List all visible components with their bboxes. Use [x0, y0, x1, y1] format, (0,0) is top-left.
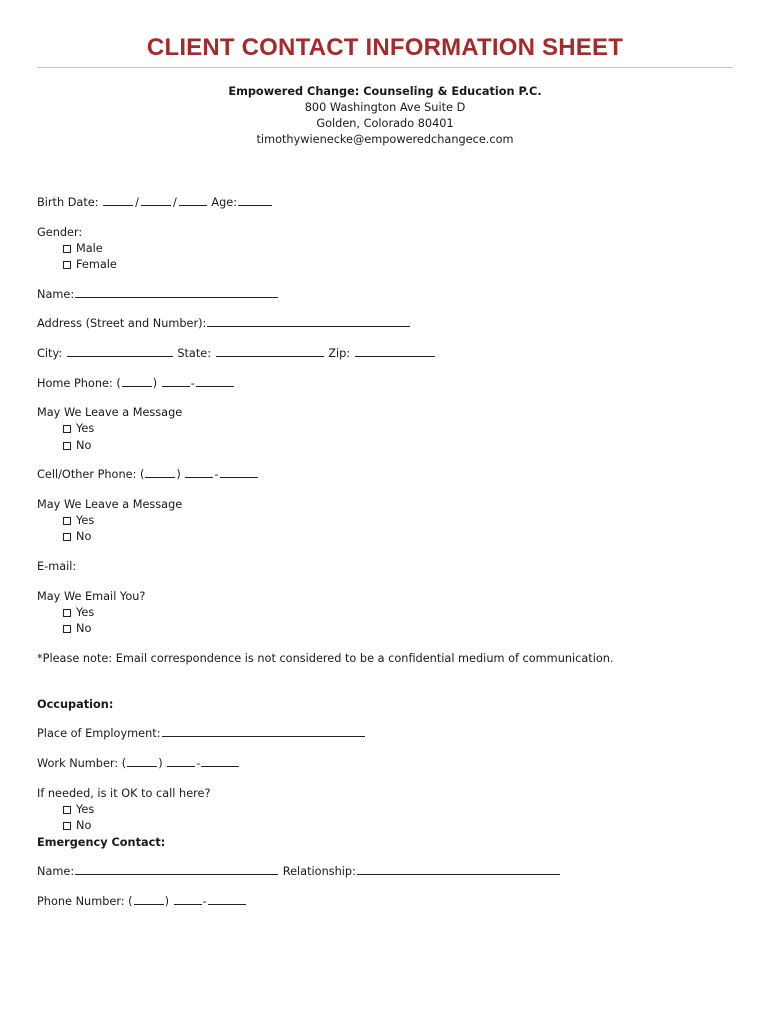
email-label: E-mail: — [37, 560, 77, 573]
occupation-heading: Occupation: — [37, 698, 114, 711]
home-area-code-field[interactable] — [122, 376, 152, 387]
home-prefix-field[interactable] — [162, 376, 190, 387]
paren-open: ( — [139, 468, 145, 481]
checkbox-icon[interactable] — [63, 822, 71, 830]
dash: - — [196, 757, 201, 770]
birth-year-field[interactable] — [179, 195, 207, 206]
paren-close: ) — [164, 895, 170, 908]
emergency-area-code-field[interactable] — [134, 894, 164, 905]
birth-date-label: Birth Date: — [37, 196, 99, 209]
gender-male-option[interactable] — [63, 241, 103, 257]
checkbox-icon[interactable] — [63, 533, 71, 541]
ok-to-call-label: If needed, is it OK to call here? — [37, 787, 211, 800]
paren-close: ) — [158, 757, 163, 770]
name-field[interactable] — [75, 287, 278, 298]
option-label: Yes — [76, 422, 95, 435]
birth-day-field[interactable] — [141, 195, 171, 206]
paren-open: ( — [121, 757, 127, 770]
checkbox-icon[interactable] — [63, 806, 71, 814]
date-separator: / — [172, 196, 177, 209]
checkbox-icon[interactable] — [63, 245, 71, 253]
work-number-row — [37, 756, 240, 772]
emergency-prefix-field[interactable] — [174, 894, 202, 905]
checkbox-icon[interactable] — [63, 425, 71, 433]
relationship-field[interactable] — [357, 864, 560, 875]
home-phone-row — [37, 376, 235, 392]
option-label: Male — [76, 242, 103, 255]
org-address-line1: 800 Washington Ave Suite D — [304, 101, 466, 114]
relationship-label: Relationship: — [282, 865, 356, 878]
work-area-code-field[interactable] — [127, 756, 157, 767]
page-title: CLIENT CONTACT INFORMATION SHEET — [146, 34, 624, 61]
email-no-option[interactable] — [63, 621, 91, 637]
emergency-name-field[interactable] — [75, 864, 278, 875]
age-label: Age: — [211, 196, 237, 209]
age-field[interactable] — [238, 195, 272, 206]
cell-area-code-field[interactable] — [145, 467, 175, 478]
cell-prefix-field[interactable] — [185, 467, 213, 478]
address-field[interactable] — [207, 316, 410, 327]
org-email: timothywienecke@empoweredchangece.com — [256, 133, 514, 146]
ok-call-no-option[interactable] — [63, 818, 91, 834]
checkbox-icon[interactable] — [63, 609, 71, 617]
checkbox-icon[interactable] — [63, 442, 71, 450]
state-field[interactable] — [216, 346, 324, 357]
emergency-line-field[interactable] — [208, 894, 246, 905]
title-divider — [37, 67, 733, 68]
checkbox-icon[interactable] — [63, 261, 71, 269]
address-label: Address (Street and Number): — [37, 317, 207, 330]
city-state-zip-row — [37, 346, 436, 362]
option-label: No — [76, 622, 92, 635]
state-label: State: — [177, 347, 212, 360]
phone-number-label: Phone Number: — [37, 895, 125, 908]
leave-message-label: May We Leave a Message — [37, 498, 183, 511]
work-prefix-field[interactable] — [167, 756, 195, 767]
emergency-phone-row — [37, 894, 247, 910]
name-row — [37, 287, 279, 303]
home-phone-label: Home Phone: — [37, 377, 113, 390]
paren-open: ( — [116, 377, 121, 390]
cell-phone-row — [37, 467, 259, 483]
org-address-line2: Golden, Colorado 80401 — [316, 117, 454, 130]
option-label: No — [76, 439, 92, 452]
option-label: No — [76, 819, 92, 832]
birth-month-field[interactable] — [103, 195, 133, 206]
ok-call-yes-option[interactable] — [63, 802, 94, 818]
option-label: Yes — [76, 606, 95, 619]
paren-open: ( — [128, 895, 133, 908]
option-label: Female — [76, 258, 117, 271]
checkbox-icon[interactable] — [63, 517, 71, 525]
dash: - — [202, 895, 207, 908]
cell-message-no-option[interactable] — [63, 529, 91, 545]
cell-message-yes-option[interactable] — [63, 513, 94, 529]
home-message-yes-option[interactable] — [63, 421, 94, 437]
zip-field[interactable] — [355, 346, 435, 357]
gender-female-option[interactable] — [63, 257, 117, 273]
paren-close: ) — [176, 468, 181, 481]
leave-message-label: May We Leave a Message — [37, 406, 183, 419]
may-email-label: May We Email You? — [37, 590, 146, 603]
address-row — [37, 316, 411, 332]
employment-label: Place of Employment: — [37, 727, 161, 740]
org-name: Empowered Change: Counseling & Education P.C. — [228, 85, 542, 98]
dash: - — [190, 377, 195, 390]
work-line-field[interactable] — [201, 756, 239, 767]
home-message-no-option[interactable] — [63, 438, 91, 454]
checkbox-icon[interactable] — [63, 625, 71, 633]
dash: - — [214, 468, 219, 481]
cell-line-field[interactable] — [220, 467, 258, 478]
option-label: Yes — [76, 514, 95, 527]
emergency-name-row — [37, 864, 561, 880]
employment-field[interactable] — [162, 726, 365, 737]
date-separator: / — [135, 196, 139, 209]
emergency-heading: Emergency Contact: — [37, 836, 166, 849]
work-number-label: Work Number: — [37, 757, 119, 770]
city-field[interactable] — [67, 346, 173, 357]
birth-date-row — [37, 195, 273, 211]
option-label: Yes — [76, 803, 95, 816]
emergency-name-label: Name: — [37, 865, 75, 878]
city-label: City: — [37, 347, 63, 360]
employment-row — [37, 726, 366, 742]
email-yes-option[interactable] — [63, 605, 94, 621]
name-label: Name: — [37, 288, 75, 301]
home-line-field[interactable] — [196, 376, 234, 387]
option-label: No — [76, 530, 92, 543]
email-note: *Please note: Email correspondence is not considered to be a confidential medium of communication. — [37, 652, 614, 665]
cell-phone-label: Cell/Other Phone: — [37, 468, 137, 481]
paren-close: ) — [152, 377, 158, 390]
zip-label: Zip: — [328, 347, 351, 360]
gender-label: Gender: — [37, 226, 83, 239]
